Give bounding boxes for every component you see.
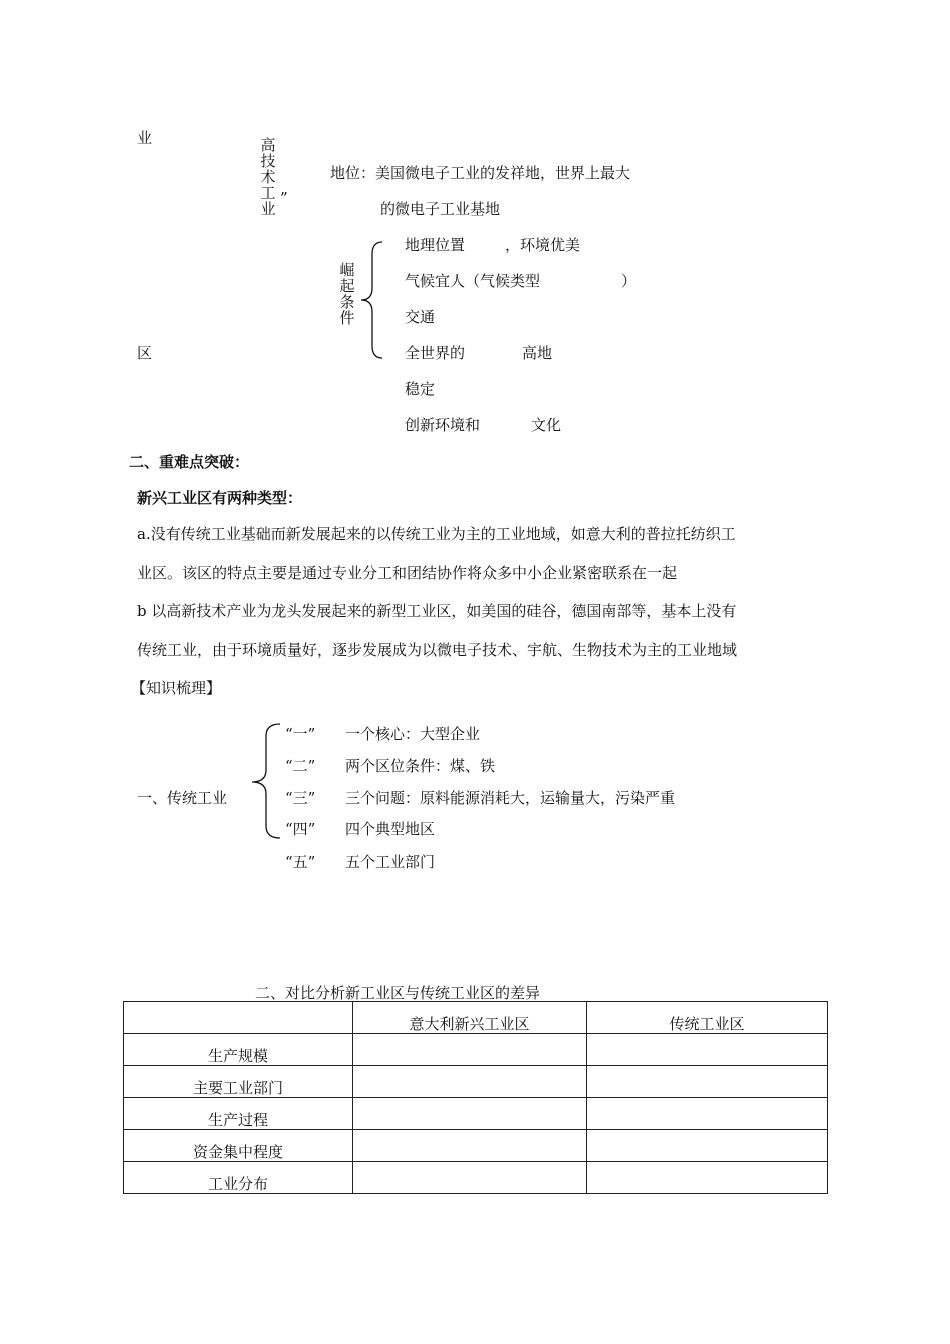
table-cell: [587, 1098, 828, 1130]
para-a-line-2: 业区。该区的特点主要是通过专业分工和团结协作将众多中小企业紧密联系在一起: [137, 564, 678, 582]
condition-text-b: 高地: [522, 344, 553, 362]
table-row: [124, 1098, 828, 1130]
status-line-2: 的微电子工业基地: [380, 200, 501, 218]
row-label: 生产过程: [124, 1098, 353, 1130]
condition-text: 交通: [405, 308, 436, 326]
knowledge-heading: 【知识梳理】: [131, 679, 222, 697]
item-num: “二”: [285, 757, 316, 775]
rise-brace: [358, 240, 386, 360]
item-text: 两个区位条件：煤、铁: [345, 757, 496, 775]
item-num: “四”: [285, 820, 316, 838]
item-text: 三个问题：原料能源消耗大，运输量大，污染严重: [345, 789, 676, 807]
condition-text: 全世界的: [405, 344, 466, 362]
condition-row: [405, 271, 540, 291]
condition-text-b: ，环境优美: [505, 236, 581, 254]
table-header-cell: [124, 1002, 353, 1034]
vertical-quote: ”: [280, 189, 288, 207]
table-cell: [587, 1034, 828, 1066]
row-label: 主要工业部门: [124, 1066, 353, 1098]
table-row: [124, 1130, 828, 1162]
item-num: “三”: [285, 789, 316, 807]
table-row: [124, 1066, 828, 1098]
condition-text: 气候宜人（气候类型: [405, 272, 541, 290]
table-cell: [587, 1066, 828, 1098]
condition-row: [405, 235, 465, 255]
table-cell: [587, 1130, 828, 1162]
comparison-title: 二、对比分析新工业区与传统工业区的差异: [255, 984, 541, 1002]
para-a-line-1: a.没有传统工业基础而新发展起来的以传统工业为主的工业地域，如意大利的普拉托纺织工: [137, 525, 736, 543]
section-heading: 二、重难点突破：: [129, 453, 250, 471]
table-header-cell: 传统工业区: [587, 1002, 828, 1034]
table-cell: [353, 1098, 587, 1130]
table-cell: [587, 1162, 828, 1194]
traditional-industry-label: 一、传统工业: [137, 789, 228, 807]
char-qu: 区: [137, 344, 153, 362]
condition-text-b: 文化: [531, 416, 562, 434]
comparison-table: [123, 1001, 828, 1194]
condition-text: 地理位置: [405, 236, 466, 254]
knowledge-brace: [248, 722, 284, 840]
table-row: [124, 1162, 828, 1194]
rise-label: 崛起条件: [339, 261, 355, 327]
item-text: 一个核心：大型企业: [345, 725, 481, 743]
para-b-line-2: 传统工业，由于环境质量好，逐步发展成为以微电子技术、宇航、生物技术为主的工业地域: [137, 641, 738, 659]
item-text: 五个工业部门: [345, 853, 436, 871]
condition-text: 稳定: [405, 380, 436, 398]
section-subheading: 新兴工业区有两种类型：: [137, 489, 303, 507]
item-text: 四个典型地区: [345, 820, 436, 838]
condition-text: 创新环境和: [405, 416, 481, 434]
table-cell: [353, 1066, 587, 1098]
row-label: 生产规模: [124, 1034, 353, 1066]
row-label: 资金集中程度: [124, 1130, 353, 1162]
table-cell: [353, 1034, 587, 1066]
table-cell: [353, 1162, 587, 1194]
condition-text-b: ）: [621, 272, 637, 290]
row-label: 工业分布: [124, 1162, 353, 1194]
table-header-row: [124, 1002, 828, 1034]
table-row: [124, 1034, 828, 1066]
item-num: “一”: [285, 725, 316, 743]
status-line-1: 地位：美国微电子工业的发祥地，世界上最大: [330, 164, 631, 182]
item-num: “五”: [285, 853, 316, 871]
char-ye: 业: [137, 129, 153, 147]
para-b-line-1: b 以高新技术产业为龙头发展起来的新型工业区，如美国的硅谷，德国南部等，基本上没有: [137, 602, 737, 620]
table-header-cell: 意大利新兴工业区: [353, 1002, 587, 1034]
table-cell: [353, 1130, 587, 1162]
vertical-title: 高技术工业: [260, 136, 276, 218]
